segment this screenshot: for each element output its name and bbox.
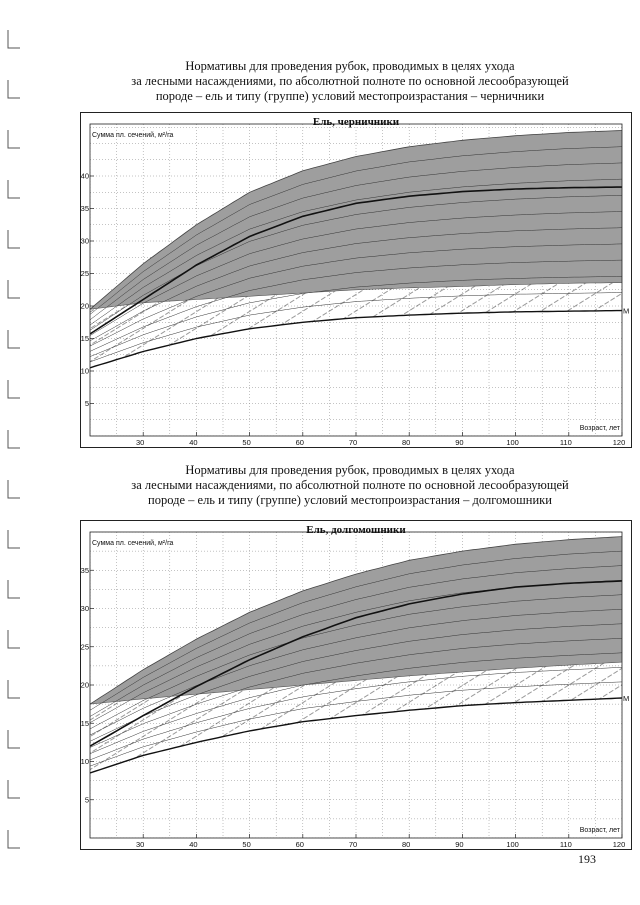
chart-svg xyxy=(80,112,632,448)
binding-mark xyxy=(8,30,20,48)
x-tick-label: 110 xyxy=(559,840,572,849)
x-tick-label: 40 xyxy=(189,840,198,849)
y-tick-label: 35 xyxy=(80,565,89,575)
y-tick-label: 15 xyxy=(80,334,89,343)
binding-mark xyxy=(8,380,20,398)
y-tick-label: 20 xyxy=(80,301,89,311)
binding-mark xyxy=(8,580,20,598)
x-tick-label: 80 xyxy=(402,840,411,849)
chart-svg xyxy=(80,520,632,850)
binding-mark xyxy=(8,430,20,448)
chart-heading-2 xyxy=(70,463,630,508)
binding-mark xyxy=(8,480,20,498)
y-tick-label: 25 xyxy=(80,642,89,652)
y-tick-label: 35 xyxy=(80,204,89,213)
x-tick-label: 30 xyxy=(136,438,145,447)
binding-mark xyxy=(8,330,20,348)
x-tick-label: 30 xyxy=(136,840,145,849)
y-tick-label: 20 xyxy=(80,680,89,690)
binding-marks xyxy=(0,0,30,905)
x-tick-label: 90 xyxy=(455,840,464,849)
x-axis-label: Возраст, лет xyxy=(579,425,620,432)
y-tick-label: 10 xyxy=(80,757,89,766)
x-tick-label: 60 xyxy=(295,840,304,849)
chart-heading-1 xyxy=(70,59,630,104)
binding-mark xyxy=(8,80,20,98)
heading-line: Нормативы для проведения рубок, проводимых в целях ухода xyxy=(185,463,515,477)
x-tick-label: 70 xyxy=(348,438,358,447)
heading-line: Нормативы для проведения рубок, проводимых в целях ухода xyxy=(185,59,515,73)
binding-mark xyxy=(8,830,20,848)
y-tick-label: 5 xyxy=(84,399,89,408)
binding-mark xyxy=(8,530,20,548)
binding-mark xyxy=(8,680,20,698)
x-tick-label: 60 xyxy=(295,438,304,447)
chart-spruce-bilberry xyxy=(80,112,632,448)
x-axis-label: Возраст, лет xyxy=(579,827,620,834)
binding-mark xyxy=(8,180,20,198)
x-tick-label: 70 xyxy=(348,840,358,849)
binding-mark xyxy=(8,780,20,798)
heading-line: породе – ель и типу (группе) условий местопроизрастания – черничники xyxy=(155,89,545,103)
x-tick-label: 120 xyxy=(612,438,626,447)
y-tick-label: 30 xyxy=(80,604,89,613)
y-tick-label: 15 xyxy=(80,718,89,728)
y-axis-label: Сумма пл. сечений, м²/га xyxy=(92,132,174,139)
x-tick-label: 100 xyxy=(506,438,519,447)
x-tick-label: 80 xyxy=(402,438,411,447)
chart-title: Ель, долгомошники xyxy=(306,524,406,536)
x-tick-label: 100 xyxy=(506,840,519,849)
heading-line: за лесными насаждениями, по абсолютной полноте по основной лесообразующей xyxy=(131,74,569,88)
binding-mark xyxy=(8,730,20,748)
x-tick-label: 50 xyxy=(242,438,251,447)
binding-mark xyxy=(8,230,20,248)
y-tick-label: 40 xyxy=(80,171,89,181)
band-lower-label: M xyxy=(623,306,630,316)
chart-spruce-moss xyxy=(80,520,632,850)
binding-mark xyxy=(8,280,20,298)
x-tick-label: 50 xyxy=(242,840,251,849)
y-axis-label: Сумма пл. сечений, м²/га xyxy=(92,540,174,547)
x-tick-label: 120 xyxy=(612,840,626,849)
x-tick-label: 40 xyxy=(189,438,198,447)
x-tick-label: 90 xyxy=(455,438,464,447)
y-tick-label: 30 xyxy=(80,236,89,246)
heading-line: за лесными насаждениями, по абсолютной полноте по основной лесообразующей xyxy=(131,478,569,492)
y-tick-label: 25 xyxy=(80,269,89,278)
y-tick-label: 5 xyxy=(84,795,89,805)
heading-line: породе – ель и типу (группе) условий местопроизрастания – долгомошники xyxy=(148,493,552,507)
page-number: 193 xyxy=(578,852,596,866)
binding-mark xyxy=(8,130,20,148)
binding-mark xyxy=(8,630,20,648)
chart-title: Ель, черничники xyxy=(312,116,400,128)
band-lower-label: M xyxy=(623,694,630,704)
y-tick-label: 10 xyxy=(80,366,89,376)
x-tick-label: 110 xyxy=(559,438,572,447)
